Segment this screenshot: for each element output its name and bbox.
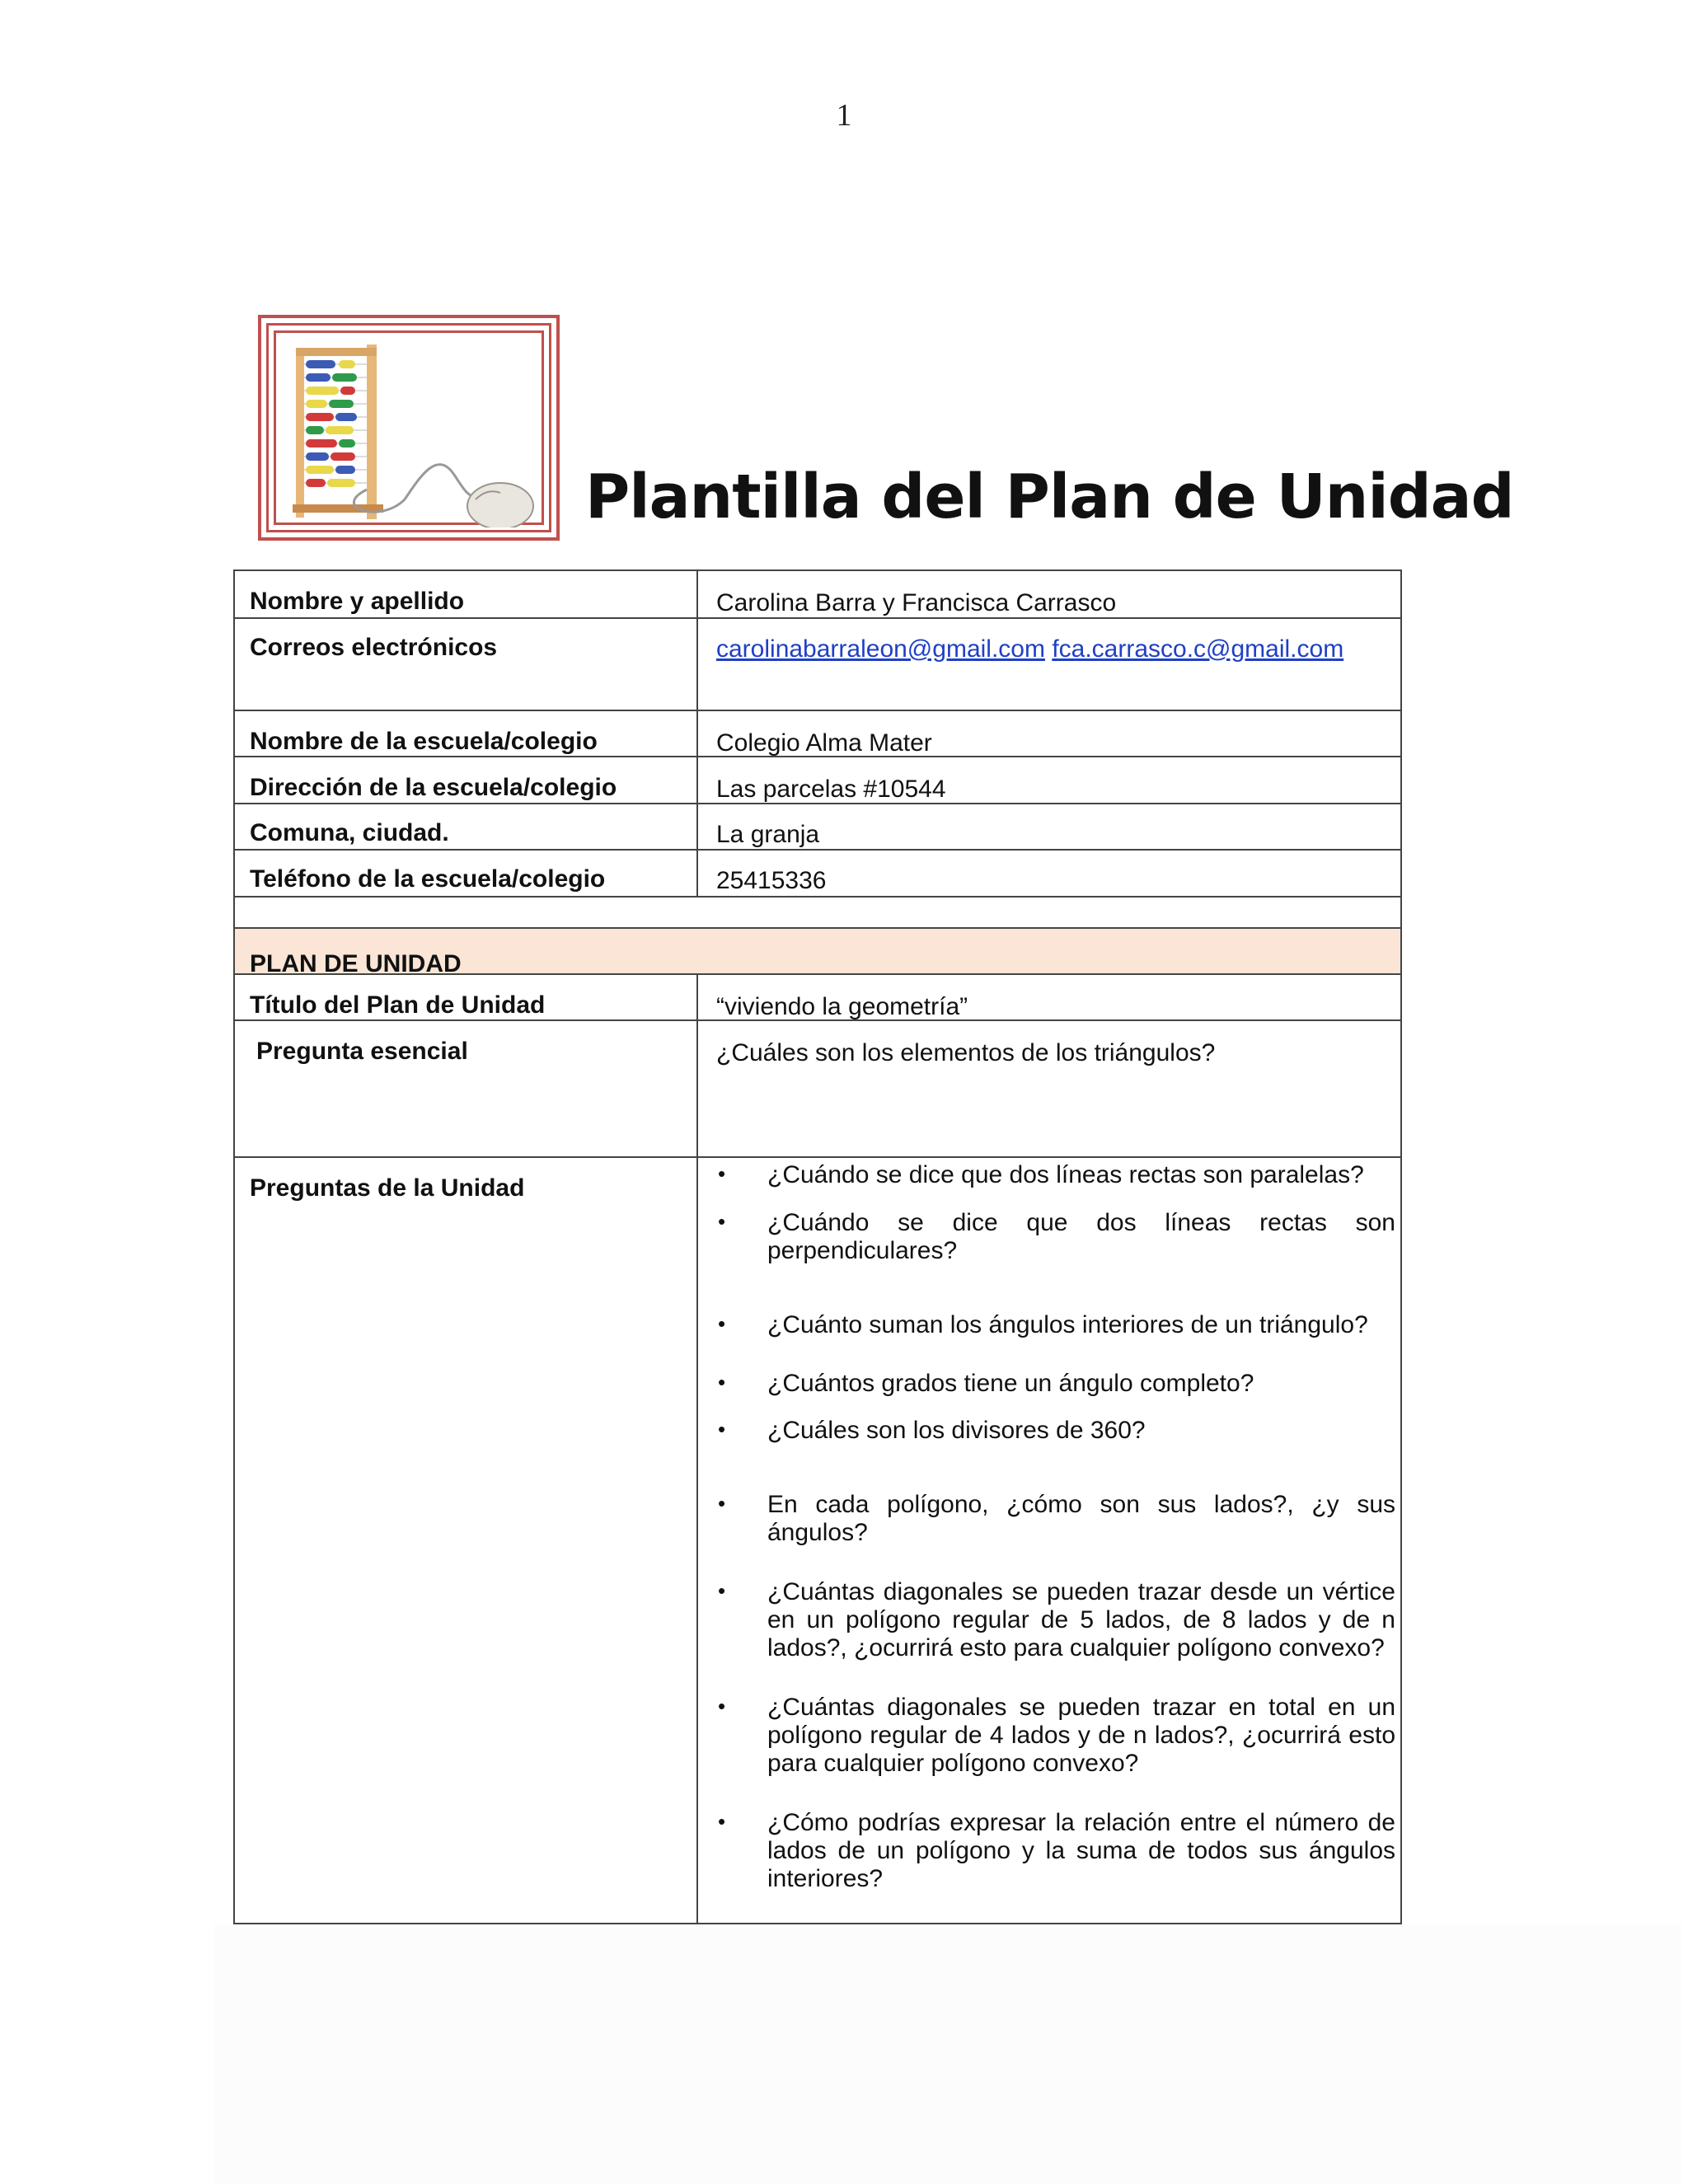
cell-label bbox=[235, 619, 698, 710]
cell-value bbox=[698, 619, 1400, 710]
bullet: • bbox=[718, 1209, 726, 1234]
pregunta-text: En cada polígono, ¿cómo son sus lados?, ¿y sus ángulos? bbox=[767, 1491, 1395, 1546]
escuela-label: Nombre de la escuela/colegio bbox=[250, 728, 598, 755]
telefono-label: Teléfono de la escuela/colegio bbox=[250, 865, 606, 893]
cell-label bbox=[235, 711, 698, 756]
comuna-label: Comuna, ciudad. bbox=[250, 819, 449, 846]
bullet: • bbox=[718, 1578, 726, 1603]
unit-plan-form bbox=[233, 569, 1402, 1924]
titulo-label: Título del Plan de Unidad bbox=[250, 991, 546, 1019]
pregunta-text: ¿Cuántas diagonales se pueden trazar en total en un polígono regular de 4 lados y de n lados?, ¿ocurrirá esto para cualquier polígono convexo? bbox=[767, 1694, 1395, 1777]
email-link-2[interactable]: fca.carrasco.c@gmail.com bbox=[1052, 635, 1344, 663]
page-number: 1 bbox=[836, 98, 852, 133]
bullet: • bbox=[718, 1694, 726, 1718]
page-title: Plantilla del Plan de Unidad bbox=[585, 462, 1514, 532]
cell-label bbox=[235, 757, 698, 803]
email-link-1[interactable]: carolinabarraleon@gmail.com bbox=[716, 635, 1045, 663]
row-correos bbox=[235, 619, 1400, 711]
direccion-value: Las parcelas #10544 bbox=[716, 776, 946, 803]
pregunta-text: ¿Cuántas diagonales se pueden trazar desde un vértice en un polígono regular de 5 lados, de 8 lados y de n lados?, ¿ocurrirá esto para cualquier polígono convexo? bbox=[767, 1578, 1395, 1661]
correos-label: Correos electrónicos bbox=[250, 634, 498, 661]
cell-label bbox=[235, 804, 698, 849]
cell-value bbox=[698, 1021, 1400, 1156]
row-direccion bbox=[235, 757, 1400, 804]
bullet: • bbox=[718, 1809, 726, 1834]
escuela-value: Colegio Alma Mater bbox=[716, 729, 932, 757]
logo bbox=[258, 315, 560, 541]
nombre-value: Carolina Barra y Francisca Carrasco bbox=[716, 589, 1117, 616]
row-spacer bbox=[235, 898, 1400, 929]
pregunta-esencial-label: Pregunta esencial bbox=[256, 1038, 468, 1065]
pregunta-text: ¿Cuánto suman los ángulos interiores de un triángulo? bbox=[767, 1311, 1368, 1338]
bullet: • bbox=[718, 1161, 726, 1186]
pregunta-text: ¿Cómo podrías expresar la relación entre el número de lados de un polígono y la suma de todos sus ángulos interiores? bbox=[767, 1809, 1395, 1892]
telefono-value: 25415336 bbox=[716, 867, 827, 894]
cell-value bbox=[698, 571, 1400, 617]
abacus-and-mouse-icon bbox=[281, 335, 543, 527]
pregunta-text: ¿Cuáles son los divisores de 360? bbox=[767, 1417, 1146, 1444]
page-bottom-shade bbox=[214, 1924, 1681, 2184]
pregunta-text: ¿Cuándo se dice que dos líneas rectas son paralelas? bbox=[767, 1161, 1364, 1188]
cell-value bbox=[698, 1158, 1400, 1923]
pregunta-esencial-value: ¿Cuáles son los elementos de los triángulos? bbox=[716, 1039, 1216, 1066]
bullet: • bbox=[718, 1491, 726, 1516]
cell-value bbox=[698, 851, 1400, 896]
pregunta-text: ¿Cuándo se dice que dos líneas rectas son perpendiculares? bbox=[767, 1209, 1395, 1264]
bullet: • bbox=[718, 1311, 726, 1336]
cell-label bbox=[235, 1021, 698, 1156]
cell-label bbox=[235, 975, 698, 1019]
row-nombre bbox=[235, 571, 1400, 619]
cell-value bbox=[698, 804, 1400, 849]
bullet: • bbox=[718, 1370, 726, 1394]
cell-label bbox=[235, 851, 698, 896]
cell-label bbox=[235, 1158, 698, 1923]
cell-value bbox=[698, 975, 1400, 1019]
preguntas-unidad-label: Preguntas de la Unidad bbox=[250, 1174, 525, 1202]
cell-value bbox=[698, 757, 1400, 803]
row-comuna bbox=[235, 804, 1400, 851]
direccion-label: Dirección de la escuela/colegio bbox=[250, 774, 617, 801]
row-preguntas-unidad bbox=[235, 1158, 1400, 1923]
comuna-value: La granja bbox=[716, 821, 820, 848]
email-links bbox=[716, 635, 1343, 663]
titulo-value: “viviendo la geometría” bbox=[716, 993, 968, 1020]
cell-label bbox=[235, 571, 698, 617]
bullet: • bbox=[718, 1417, 726, 1441]
row-plan-heading bbox=[235, 929, 1400, 975]
pregunta-text: ¿Cuántos grados tiene un ángulo completo? bbox=[767, 1370, 1254, 1397]
plan-heading: PLAN DE UNIDAD bbox=[250, 950, 462, 977]
row-titulo bbox=[235, 975, 1400, 1021]
row-escuela bbox=[235, 711, 1400, 757]
cell-value bbox=[698, 711, 1400, 756]
nombre-label: Nombre y apellido bbox=[250, 588, 465, 615]
row-telefono bbox=[235, 851, 1400, 898]
row-pregunta-esencial bbox=[235, 1021, 1400, 1158]
